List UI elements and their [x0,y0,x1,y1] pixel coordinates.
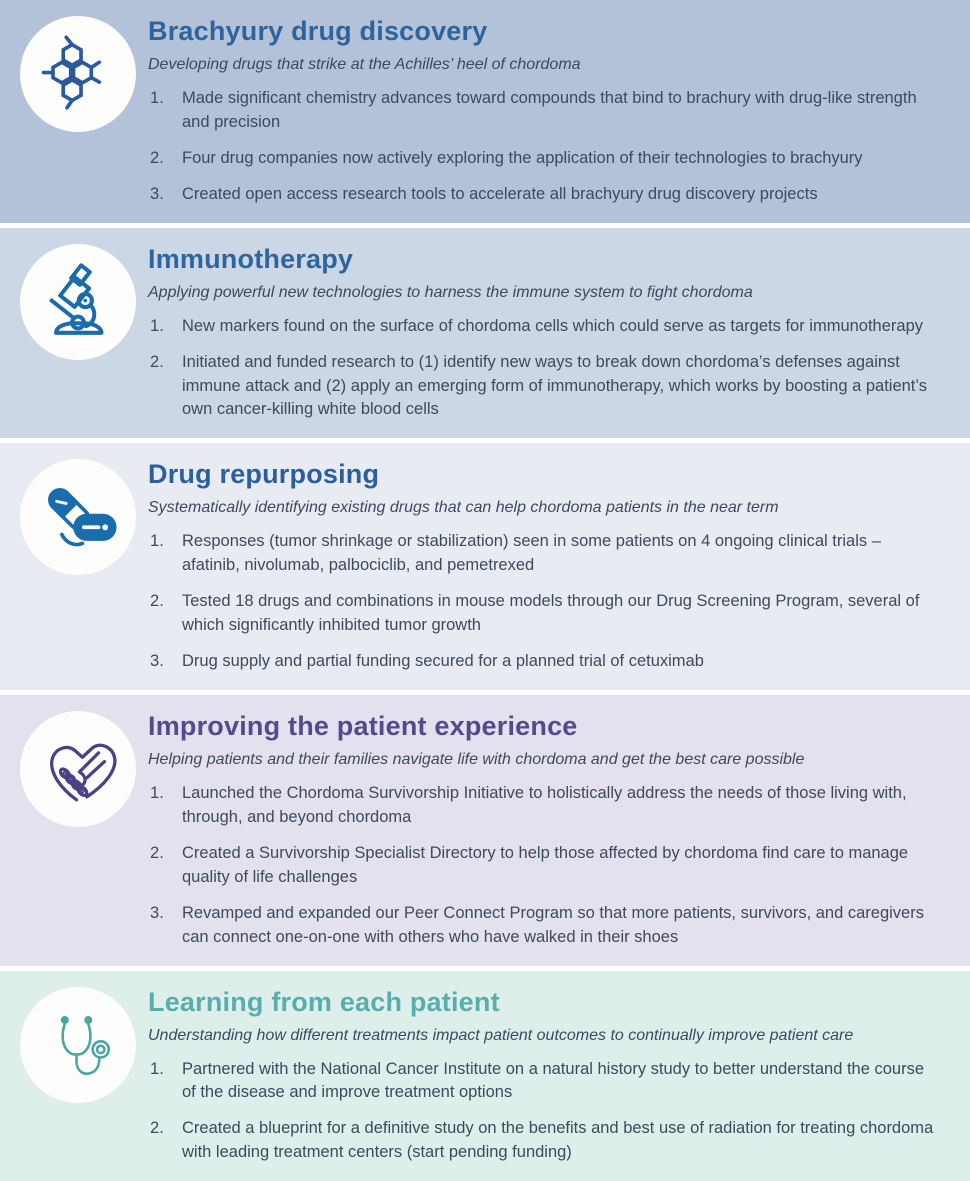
list-item: Created a blueprint for a definitive study on the benefits and best use of radiation for treating chordoma with leading treatment centers (start pending funding) [182,1119,934,1162]
section-2 [0,228,970,439]
list-item: Created open access research tools to accelerate all brachyury drug discovery projects [182,184,818,203]
pills-icon [34,473,122,561]
section-item-list [148,315,936,423]
section-item-list [148,1058,936,1166]
list-item: Tested 18 drugs and combinations in mouse models through our Drug Screening Program, several of which significantly inhibited tumor growth [182,592,920,635]
list-item: Made significant chemistry advances toward compounds that bind to brachury with drug-like strength and precision [182,89,917,131]
section-item-list [148,782,936,950]
list-item: Four drug companies now actively exploring the application of their technologies to brachyury [182,148,863,167]
section-title: Improving the patient experience [148,710,578,741]
section-5 [0,971,970,1181]
section-item-list [148,87,936,207]
section-subtitle: Helping patients and their families navigate life with chordoma and get the best care possible [148,750,805,768]
section-item-list [148,530,936,674]
list-item: Launched the Chordoma Survivorship Initiative to holistically address the needs of those living with, through, and beyond chordoma [182,783,907,826]
section-title: Brachyury drug discovery [148,16,488,46]
icon-circle [20,711,136,827]
list-item: Partnered with the National Cancer Institute on a natural history study to better understand the course of the disease and improve treatment options [182,1059,925,1102]
section-content [148,709,936,950]
section-3 [0,443,970,690]
list-item: Created a Survivorship Specialist Directory to help those affected by chordoma find care to manage quality of life challenges [182,843,909,886]
list-item: Responses (tumor shrinkage or stabilization) seen in some patients on 4 ongoing clinical trials – afatinib, nivolumab, palbociclib, and pemetrexed [182,532,881,575]
section-content [148,242,936,423]
icon-circle [20,244,136,360]
section-subtitle: Understanding how different treatments impact patient outcomes to continually improve patient care [148,1026,854,1044]
section-subtitle: Developing drugs that strike at the Achilles’ heel of chordoma [148,56,581,73]
section-subtitle: Systematically identifying existing drugs that can help chordoma patients in the near term [148,499,779,517]
icon-circle [20,16,136,132]
list-item: Initiated and funded research to (1) identify new ways to break down chordoma’s defenses against immune attack and (2) apply an emerging form of immunotherapy, which works by boosting a patient’s own cancer-killing white blood cells [182,352,928,419]
section-content [148,14,936,207]
list-item: New markers found on the surface of chordoma cells which could serve as targets for immunotherapy [182,316,924,335]
molecule-icon [34,30,122,118]
section-title: Learning from each patient [148,986,500,1017]
section-content [148,985,936,1166]
section-1 [0,0,970,223]
section-title: Drug repurposing [148,459,380,490]
handshake-heart-icon [34,725,122,813]
list-item: Drug supply and partial funding secured for a planned trial of cetuximab [182,652,704,671]
icon-circle [20,459,136,575]
stethoscope-icon [34,1001,122,1089]
section-content [148,457,936,674]
section-subtitle: Applying powerful new technologies to harness the immune system to fight chordoma [148,283,753,301]
section-title: Immunotherapy [148,243,354,274]
list-item: Revamped and expanded our Peer Connect Program so that more patients, survivors, and caregivers can connect one-on-one with others who have walked in their shoes [182,903,924,946]
section-4 [0,695,970,966]
icon-circle [20,987,136,1103]
microscope-icon [34,258,122,346]
